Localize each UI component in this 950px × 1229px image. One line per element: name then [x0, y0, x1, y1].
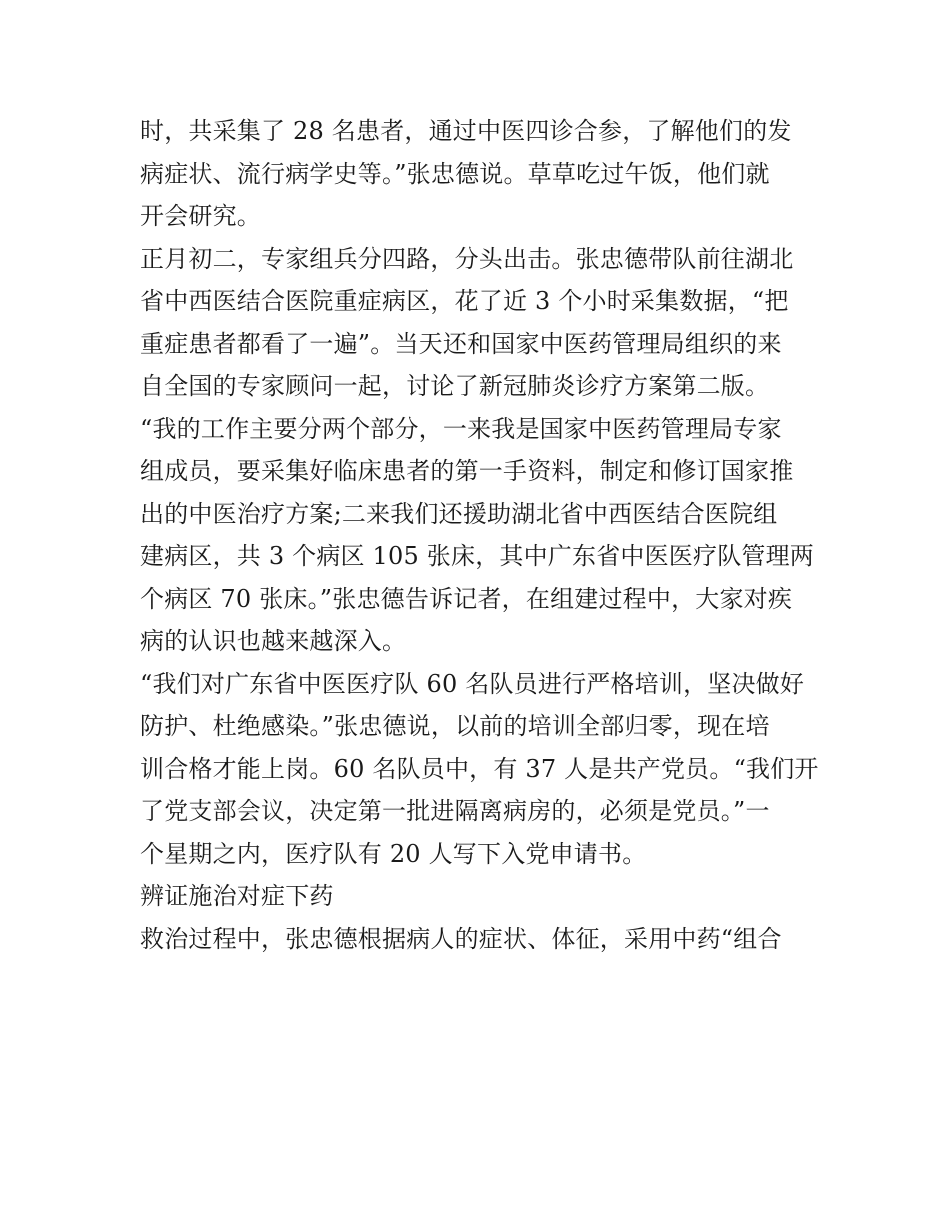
document-page	[140, 110, 820, 960]
paragraph-training	[140, 663, 820, 876]
text-line: 省中西医结合医院重症病区，花了近 3 个小时采集数据，“把	[140, 287, 789, 315]
text-line: 个病区 70 张床。”张忠德告诉记者，在组建过程中，大家对疾	[140, 584, 793, 613]
text-line: “我们对广东省中医医疗队 60 名队员进行严格培训，坚决做好	[140, 669, 805, 698]
text-line: 建病区，共 3 个病区 105 张床，其中广东省中医医疗队管理两	[140, 542, 814, 570]
text-line: 正月初二，专家组兵分四路，分头出击。张忠德带队前往湖北	[140, 244, 794, 273]
section-heading-text: 辨证施治对症下药	[140, 882, 334, 910]
text-line: 出的中医治疗方案;二来我们还援助湖北省中西医结合医院组	[140, 499, 778, 528]
paragraph-expert-group	[140, 238, 820, 408]
text-line: 重症患者都看了一遍”。当天还和国家中医药管理局组织的来	[140, 329, 782, 358]
text-line: 个星期之内，医疗队有 20 人写下入党申请书。	[140, 839, 647, 868]
text-line: 病症状、流行病学史等。”张忠德说。草草吃过午饭，他们就	[140, 159, 770, 188]
text-line: 时，共采集了 28 名患者，通过中医四诊合参，了解他们的发	[140, 117, 792, 145]
text-line: 病的认识也越来越深入。	[140, 627, 407, 655]
text-line: 开会研究。	[140, 202, 261, 230]
text-line: 训合格才能上岗。60 名队员中，有 37 人是共产党员。“我们开	[140, 754, 819, 783]
text-line: 救治过程中，张忠德根据病人的症状、体征，采用中药“组合	[140, 924, 782, 953]
text-line: 自全国的专家顾问一起，讨论了新冠肺炎诊疗方案第二版。	[140, 372, 770, 400]
paragraph-work-scope	[140, 408, 820, 663]
text-line: 了党支部会议，决定第一批进隔离病房的，必须是党员。”一	[140, 797, 770, 825]
section-heading	[140, 875, 820, 918]
paragraph-treatment	[140, 918, 820, 961]
text-line: “我的工作主要分两个部分，一来我是国家中医药管理局专家	[140, 414, 782, 443]
text-line: 防护、杜绝感染。”张忠德说，以前的培训全部归零，现在培	[140, 712, 770, 740]
paragraph-data-collection	[140, 110, 820, 238]
text-line: 组成员，要采集好临床患者的第一手资料，制定和修订国家推	[140, 457, 794, 485]
